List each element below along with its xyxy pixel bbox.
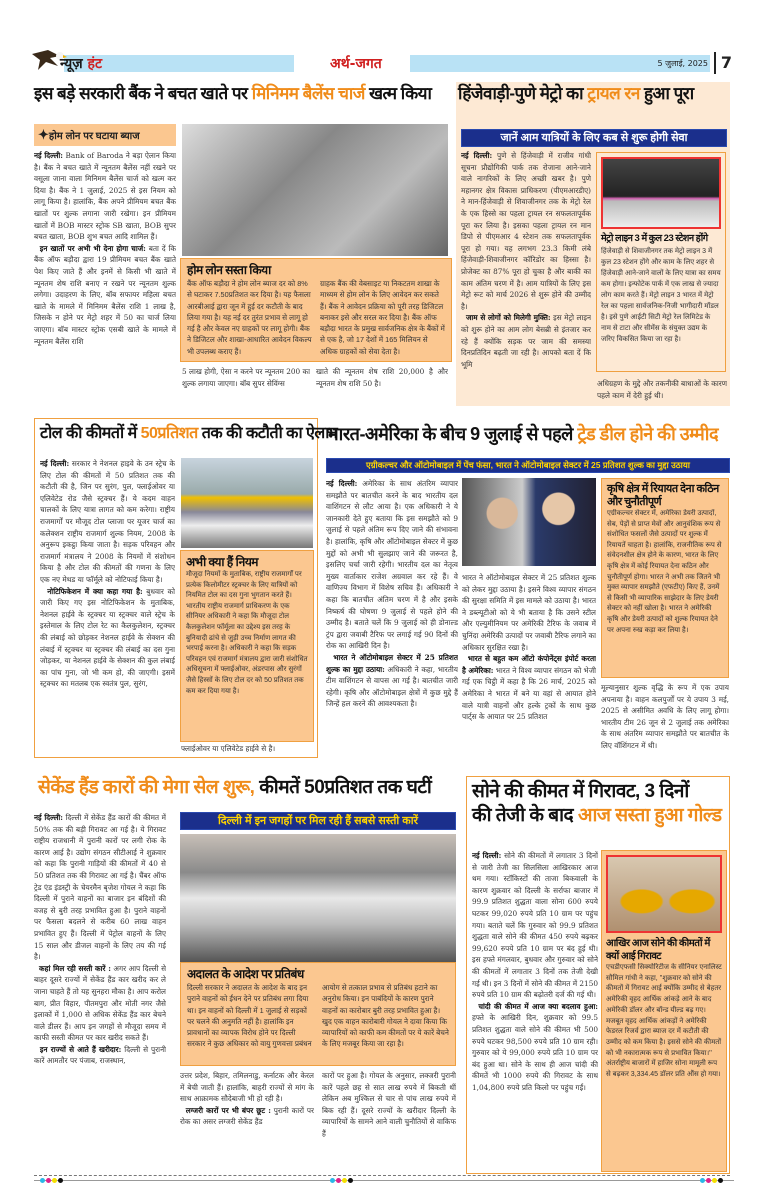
box-metro-line3 [596, 152, 726, 372]
box-agri-title: कृषि क्षेत्र में रियायत देना कठिन और चुनौतीपूर्ण [607, 483, 719, 508]
article-metro-subhead: जानें आम यात्रियों के लिए कब से शुरू होगी सेवा [461, 129, 727, 147]
article-metro-body-col2: अधिग्रहण के मुद्दे और तकनीकी बाधाओं के कारण पहले काम में देरी हुई थी। [597, 379, 727, 400]
article-trade-body-col1: नई दिल्ली: अमेरिका के साथ अंतरिम व्यापार समझौते पर बातचीत करने के बाद भारतीय दल वाशिंगटन से लौट आया है। एक अधिकारी ने ये जानकारी देते हुए बताया कि इस समझौते को 9 जुलाई से पहले अंतिम रूप दिए जाने की संभावना है। हालांकि, कृषि और ऑटोमोबाइल सेक्टर में कुछ मुद्दों को अभी भी सुलझाए जाने की जरूरत है, इसलिए चर्चा जारी रहेगी। भारतीय दल का नेतृत्व मुख्य वार्ताकार राजेश अग्रवाल कर रहे हैं। वे वाणिज्य विभाग में विशेष सचिव हैं। अधिकारी ने कहा कि बातचीत अंतिम चरण में है और इसके निष्कर्ष की घोषणा 9 जुलाई से पहले होने की उम्मीद है। बताते चलें कि 9 जुलाई को ही डोनाल्ड ट्रंप द्वारा जवाबी टैरिफ पर लगाई गई 90 दिनों की रोक का आखिरी दिन है। भारत ने ऑटोमोबाइल सेक्टर में 25 प्रतिशत शुल्क का मुद्दा उठाया: अधिकारी ने कहा, भारतीय टीम वाशिंगटन से वापस आ गई है। बातचीत जारी रहेगी। कृषि और ऑटोमोबाइल क्षेत्रों में कुछ मुद्दे हैं जिन्हें हल करने की आवश्यकता है। [326, 479, 458, 709]
box-agri-sector [601, 478, 729, 678]
metro-train-photo [601, 157, 721, 229]
box-court-order-title: अदालत के आदेश पर प्रतिबंध [187, 967, 304, 981]
registration-marks-mid-icon [330, 1178, 353, 1183]
article-bank-headline: इस बड़े सरकारी बैंक ने बचत खाते पर मिनिमम बैलेंस चार्ज खत्म किया [34, 84, 432, 103]
article-toll-body: नई दिल्ली: सरकार ने नेशनल हाइवे के उन स्ट्रेच के लिए टोल की कीमतों में 50 प्रतिशत तक की कटौती की है, जिन पर सुरंग, पुल, फ्लाईओवर या एलिवेटेड रोड जैसे स्ट्रक्चर हैं। ये कदम वाहन चालकों के लिए यात्रा लागत को कम करेगा। राष्ट्रीय राजमार्गों पर मौजूद टोल प्लाजा पर यूजर चार्ज का कलेक्शन राष्ट्रीय राजमार्ग शुल्क नियम, 2008 के अनुरूप इकट्ठा किया जाता है। सड़क परिवहन और राजमार्ग मंत्रालय ने 2008 के नियमों में संशोधन किया है और टोल की कीमतों की गणना के लिए एक नए मेथड या फॉर्मूले को नोटिफाई किया है। नोटिफिकेशन में क्या कहा गया है: बुधवार को जारी किए गए इस नोटिफिकेशन के मुताबिक, नेशनल हाईवे के स्ट्रक्चर या स्ट्रक्चर वाले स्ट्रेच के इस्तेमाल के लिए टोल रेट का कैलकुलेशन, स्ट्रक्चर की लंबाई को छोड़कर नेशनल हाईवे के सेक्शन की लंबाई में स्ट्रक्चर या स्ट्रक्चर की लंबाई का दस गुना जोड़कर, या नेशनल हाईवे के सेक्शन की कुल लंबाई का पांच गुना, जो भी कम हो, की जाएगी। इसमें स्ट्रक्चर का मतलब एक स्वतंत्र पुल, सुरंग, [40, 459, 175, 689]
issue-date: 5 जुलाई, 2025 [657, 59, 708, 68]
box-home-loan-col1: बैंक ऑफ बड़ौदा ने होम लोन ब्याज दर को 8% से घटाकर 7.50प्रतिशत कर दिया है। यह फैसला आरबीआई द्वारा जून में हुई दर कटौती के बाद लिया गया है। यह नई दर तुरंत प्रभाव से लागू हो गई है और केवल नए ग्राहकों पर लागू होगी। बैंक ने डिजिटल और शाखा-आधारित आवेदन विकल्प भी उपलब्ध कराए हैं। [187, 279, 312, 356]
box-toll-rules [180, 550, 314, 742]
article-trade-headline: भारत-अमेरिका के बीच 9 जुलाई से पहले ट्रेड डील होने की उम्मीद [326, 424, 719, 444]
page-number: 7 [714, 52, 732, 74]
article-metro-body: नई दिल्ली: पुणे से हिंजेवाड़ी में राजीव गांधी सूचना प्रौद्योगिकी पार्क तक रोजाना आने-जाने वाले नागरिकों के लिए अच्छी खबर है। पुणे महानगर क्षेत्र विकास प्राधिकरण (पीएमआरडीए) ने मान-हिंजेवाड़ी से शिवाजीनगर तक के मेट्रो रेल के एक हिस्से का पहला ट्रायल रन सफलतापूर्वक पूरा कर लिया है। इसका पहला ट्रायल रन मान डिपो से पीएमआर 4 स्टेशन तक सफलतापूर्वक पूरा हो गया। यह लगभग 23.3 किमी लंबे हिंजेवाड़ी-शिवाजीनगर कॉरिडोर का हिस्सा है। प्रोजेक्ट का 87% पूरा हो चुका है और बाकी का काम अंतिम चरण में है। आम यात्रियों के लिए इस मेट्रो रूट को मार्च 2026 से शुरू होने की उम्मीद है। जाम से लोगों को मिलेगी मुक्ति: इस मेट्रो लाइन को शुरू होने का आम लोग बेसब्री से इंतजार कर रहे हैं क्योंकि सड़क पर जाम की समस्या दिनप्रतिदिन बढ़ती जा रही है। आपको बता दें कि भूमि [461, 151, 591, 369]
article-gold-headline: सोने की कीमत में गिरावट, 3 दिनों की तेजी के बाद आज सस्ता हुआ गोल्ड [472, 781, 722, 826]
article-gold-body: नई दिल्ली: सोने की कीमतों में लगातार 3 दिनों से जारी तेजी का सिलसिला आखिरकार आज थम गया। स्टॉकिस्टों की ताजा बिकवाली के कारण शुक्रवार को दिल्ली के सर्राफा बाजार में 99.9 प्रतिशत शुद्धता वाला सोना 600 रुपये घटकर 99,020 रुपये प्रति 10 ग्राम पर पहुंच गया। बताते चलें कि गुरुवार को 99.9 प्रतिशत शुद्धता वाले सोने की कीमत 450 रुपये बढ़कर 99,620 रुपये प्रति 10 ग्राम पर बंद हुई थी। इस हफ्ते मंगलवार, बुधवार और गुरुवार को सोने की कीमतों में लगातार 3 दिनों तक तेजी देखी गई थी। इन 3 दिनों में सोने की कीमत में 2150 रुपये प्रति 10 ग्राम की बढ़ोतरी दर्ज की गई थी। चांदी की कीमत में आज क्या बदलाव हुआ: हफ्ते के आखिरी दिन, शुक्रवार को 99.5 प्रतिशत शुद्धता वाले सोने की कीमत भी 500 रुपये घटकर 98,500 रुपये प्रति 10 ग्राम रही। गुरुवार को ये 99,000 रुपये प्रति 10 ग्राम पर बंद हुआ था। सोने के साथ ही आज चांदी की कीमतें भी 1000 रुपये की गिरावट के साथ 1,04,800 रुपये प्रति किलो पर पहुंच गईं। [472, 851, 598, 1092]
box-toll-rules-title: अभी क्या हैं नियम [186, 555, 258, 569]
box-home-loan [180, 258, 452, 362]
article-cars-headline: सेकेंड हैंड कारों की मेगा सेल शुरू, कीमतें 50प्रतिशत तक घटीं [38, 777, 432, 798]
brand-word-2: हंट [87, 56, 103, 72]
registration-marks-left-icon [40, 1178, 63, 1183]
article-toll-body-col2: फ्लाईओवर या एलिवेटेड हाईवे से है। [181, 744, 276, 753]
box-court-order [180, 962, 456, 1066]
box-gold-title: आखिर आज सोने की कीमतों में क्यों आई गिरावट [606, 938, 710, 962]
article-metro-headline: हिंजेवाड़ी-पुणे मेट्रो का ट्रायल रन हुआ पूरा [458, 84, 694, 103]
bottom-dashed-rule [34, 1175, 730, 1176]
registration-marks-right-icon [700, 1178, 723, 1183]
kicker-home-loan: ✦होम लोन पर घटाया ब्याज [34, 124, 176, 146]
section-name: अर्थ-जगत [330, 56, 382, 72]
article-cars-body-col1: नई दिल्ली: दिल्ली में सेकेंड हैंड कारों की कीमत में 50% तक की बड़ी गिरावट आ गई है। ये गिरावट राष्ट्रीय राजधानी में पुरानी कारों पर लगी रोक के कारण आई है। उद्योग संगठन सीटीआई ने शुक्रवार को कहा कि पुरानी गाड़ियों की कीमतों में 40 से 50 प्रतिशत तक की गिरावट आ गई है। चैंबर ऑफ ट्रेड एंड इंडस्ट्री के चेयरमैन बृजेश गोयल ने कहा कि दिल्ली में पुराने वाहनों का बाजार इन बंदिशों की वजह से बुरी तरह प्रभावित हुआ है। पुराने वाहनों पर फैसला बदलने से करीब 60 लाख वाहन प्रभावित हुए हैं। दिल्ली में पेट्रोल वाहनों के लिए 15 साल और डीजल वाहनों के लिए तय की गई है। कहां मिल रही सस्ती कारें : अगर आप दिल्ली से बाहर दूसरे राज्यों में सेकेंड हैंड कार खरीद कर ले जाना चाहते हैं तो यह सुनहरा मौका है। आप करोल बाग, प्रीत विहार, पीतमपुरा और मोती नगर जैसे इलाकों में 1,000 से अधिक सेकेंड हैंड कार बेचने वाले डीलर हैं। आप इन जगहों से मौजूदा समय में काफी सस्ती कीमत पर कार खरीद सकते हैं। इन राज्यों से आते हैं खरीदार: दिल्ली से पुरानी कारें आमतौर पर पंजाब, राजस्थान, [34, 813, 166, 1066]
brand-name [60, 54, 102, 73]
masthead [30, 52, 732, 74]
article-trade-subhead: एग्रीकल्चर और ऑटोमोबाइल में पेंच फंसा, भारत ने ऑटोमोबाइल सेक्टर में 25 प्रतिशत शुल्क का मुद्दा उठाया [326, 458, 730, 473]
article-bank-body-col1: नई दिल्ली: Bank of Baroda ने बड़ा ऐलान किया है। बैंक ने बचत खाते में न्यूनतम बैलेंस नहीं रखने पर वसूला जाना वाला मिनिमम बैलेंस चार्ज को खत्म कर दिया है। बैंक ने 1 जुलाई, 2025 से इस नियम को लागू किया है। हालांकि, बैंक अपने प्रीमियम बचत बैंक खातों पर शुल्क लगाना जारी रखेगा। इन प्रीमियम खातों में BOB मास्टर स्ट्रोक SB खाता, BOB सुपर बचत खाता, BOB शुभ बचत आदि शामिल हैं। इन खातों पर अभी भी देना होगा चार्ज: बता दें कि बैंक ऑफ बड़ौदा द्वारा 19 प्रीमियम बचत बैंक खाते पेश किए जाते हैं और इनमें से किसी भी खाते में न्यूनतम शेष राशि बनाए न रखने पर न्यूनतम शुल्क लगेगा। उदाहरण के लिए, बॉब सफायर महिला बचत खाते के मामले में मिनिमम बैलेंस राशि 1 लाख है, जिसके न होने पर मेट्रो शहर में 50 का चार्ज लिया जाएगा। बॉब मास्टर स्ट्रोक एसबी खाते के मामले में न्यूनतम बैलेंस राशि [34, 151, 176, 346]
gold-jewellery-photo [606, 855, 722, 933]
box-metro-title: मेट्रो लाइन 3 में कुल 23 स्टेशन होंगे [601, 233, 708, 244]
box-metro-text: हिंजेवाड़ी से शिवाजीनगर तक मेट्रो लाइन 3 में कुल 23 स्टेशन होंगे और काम के लिए शहर से हिंजेवाड़ी आने-जाने वालों के लिए यात्रा का समय कम होगा। इन्फोटेक पार्क में एक लाख से ज्यादा लोग काम करते हैं। मेट्रो लाइन 3 भारत में मेट्रो रेल का पहला सार्वजनिक-निजी भागीदारी मॉडल है। इसे पुणे आईटी सिटी मेट्रो रेल लिमिटेड के नाम से टाटा और सीमेंस के संयुक्त उद्यम के जरिए विकसित किया जा रहा है। [601, 248, 721, 343]
box-toll-rules-text: मौजूदा नियमों के मुताबिक, राष्ट्रीय राजमार्गों पर प्रत्येक किलोमीटर स्ट्रक्चर के लिए यात्रियों को नियमित टोल का दस गुना भुगतान करते हैं। भारतीय राष्ट्रीय राजमार्ग प्राधिकरण के एक सीनियर अधिकारी ने कहा कि मौजूदा टोल कैलकुलेशन फॉर्मूला का उद्देश्य इस तरह के बुनियादी ढांचे से जुड़ी उच्च निर्माण लागत की भरपाई करना है। अधिकारी ने कहा कि सड़क परिवहन एवं राजमार्ग मंत्रालय द्वारा जारी संशोधित अधिसूचना में फ्लाईओवर, अंडरपास और सुरंगों जैसे हिस्सों के लिए टोल दर को 50 प्रतिशत तक कम कर दिया गया है। [186, 571, 308, 695]
used-cars-photo [180, 834, 456, 962]
article-cars-body-col3: कारों पर हुआ है। गोयल के अनुसार, लक्जरी पुरानी कारें पहले छह से सात लाख रुपये में बिकती थीं लेकिन अब मुश्किल से चार से पांच लाख रुपये में बिक रही हैं। दूसरे राज्यों के खरीदार दिल्ली के व्यापारियों के सामने आने वाली चुनौतियों से वाकिफ हैं [322, 1071, 456, 1138]
article-cars-body-col2: उत्तर प्रदेश, बिहार, तमिलनाडु, कर्नाटक और केरल में बेची जाती हैं। हालांकि, बाहरी राज्यों से मांग के साथ आक्रामक सौदेबाजी भी हो रही है। लग्जरी कारों पर भी बंपर छूट : पुरानी कारों पर रोक का असर लग्जरी सेकेंड हैंड [180, 1071, 314, 1127]
article-bank-body-col2: 5 लाख होगी, ऐसा न करने पर न्यूनतम 200 का शुल्क लगाया जाएगा। बॉब सुपर सेविंग्स [182, 367, 310, 388]
box-court-order-col2: आयोग से तत्काल प्रभाव से प्रतिबंध हटाने का अनुरोध किया। इन पाबंदियों के कारण पुराने वाहनों का कारोबार बुरी तरह प्रभावित हुआ है। खुद एक वाहन कारोबारी गोयल ने दावा किया कि व्यापारियों को काफी कम कीमतों पर ये कारें बेचने के लिए मजबूर किया जा रहा है। [322, 983, 449, 1049]
brand-word-1: न्यूज़ [60, 56, 83, 72]
box-agri-text: एग्रीकल्चर सेक्टर में, अमेरिका डेयरी उत्पादों, सेब, पेड़ों से प्राप्त मेवों और आनुवंशिक रूप से संशोधित फसलों जैसे उत्पादों पर शुल्क में रियायतें चाहता है। हालांकि, राजनीतिक रूप से संवेदनशील क्षेत्र होने के कारण, भारत के लिए कृषि क्षेत्र में कोई रियायत देना कठिन और चुनौतीपूर्ण होगा। भारत ने अभी तक जितने भी मुक्त व्यापार समझौते (एफटीए) किए हैं, उनमें से किसी भी व्यापारिक साझेदार के लिए डेयरी सेक्टर को नहीं खोला है। भारत ने अमेरिकी कृषि और डेयरी उत्पादों को शुल्क रियायत देने पर अपना रुख कड़ा कर लिया है। [607, 510, 722, 634]
box-home-loan-title: होम लोन सस्ता किया [187, 263, 271, 277]
article-trade-body-col3: मूल्यानुसार शुल्क वृद्धि के रूप में एक उपाय अपनाया है। वाहन कलपुर्जों पर ये उपाय 3 मई, 2025 से असीमित अवधि के लिए लागू होगा। भारतीय टीम 26 जून से 2 जुलाई तक अमेरिका के साथ अंतरिम व्यापार समझौते पर बातचीत के लिए वॉशिंगटन में थी। [601, 683, 729, 750]
box-home-loan-col2: ग्राहक बैंक की वेबसाइट या निकटतम शाखा के माध्यम से होम लोन के लिए आवेदन कर सकते हैं। बैंक ने आवेदन प्रक्रिया को पूरी तरह डिजिटल बनाकर इसे और सरल कर दिया है। बैंक ऑफ बड़ौदा भारत के प्रमुख सार्वजनिक क्षेत्र के बैंकों में से एक है, जो 17 देशों में 165 मिलियन से अधिक ग्राहकों को सेवा देता है। [320, 279, 445, 356]
box-gold-why [601, 850, 727, 1172]
bank-branch-photo [182, 124, 448, 256]
article-toll-headline: टोल की कीमतों में 50प्रतिशत तक की कटौती का ऐलान [40, 425, 338, 442]
box-court-order-col1: दिल्ली सरकार ने अदालत के आदेश के बाद इन पुराने वाहनों को ईंधन देने पर प्रतिबंध लगा दिया था। इन वाहनों को दिल्ली में 1 जुलाई से सड़कों पर चलने की अनुमति नहीं है। हालांकि इन प्रावधानों का व्यापक विरोध होने पर दिल्ली सरकार ने कुछ अधिकार को वायु गुणवत्ता प्रबंधन [187, 983, 312, 1049]
bottom-solid-rule [34, 1180, 734, 1181]
toll-plaza-photo [181, 458, 313, 548]
box-gold-text: एचडीएफसी सिक्योरिटीज के सीनियर एनालिस्ट सौमिल गांधी ने कहा, ''शुक्रवार को सोने की कीमतों में गिरावट आई क्योंकि उम्मीद से बेहतर अमेरिकी वृहद आर्थिक आंकड़े आने के बाद अमेरिकी डॉलर और बॉन्ड यील्ड बढ़ गए। मजबूत वृहद आर्थिक आंकड़ों ने अमेरिकी फेडरल रिजर्व द्वारा ब्याज दर में कटौती की उम्मीद को कम किया है। इससे सोने की कीमतों को भी नकारात्मक रूप से प्रभावित किया।'' अंतर्राष्ट्रीय बाजारों में हाजिर सोना मामूली रूप से बढ़कर 3,334.45 डॉलर प्रति औंस हो गया। [606, 964, 722, 1079]
article-bank-body-col3: खाते की न्यूनतम शेष राशि 20,000 है और न्यूनतम शेष राशि 50 है। [316, 367, 448, 388]
article-cars-subhead: दिल्ली में इन जगहों पर मिल रही हैं सबसे सस्ती कारें [180, 812, 456, 830]
modi-trump-photo [462, 478, 596, 566]
article-trade-body-col2: भारत ने ऑटोमोबाइल सेक्टर में 25 प्रतिशत शुल्क को लेकर मुद्दा उठाया है। इसने विश्व व्यापार संगठन की सुरक्षा समिति में इस मामले को उठाया है। भारत ने डब्ल्यूटीओ को ये भी बताया है कि उसने स्टील और एल्युमीनियम पर अमेरिकी टैरिफ के जवाब में चुनिंदा अमेरिकी उत्पादों पर जवाबी टैरिफ लगाने का अधिकार सुरक्षित रखा है। भारत से बहुत कम ऑटो कंपोनेंट्स इंपोर्ट करता है अमेरिका: भारत ने विश्व व्यापार संगठन को भेजी गई एक चिट्ठी में कहा है कि 26 मार्च, 2025 को अमेरिका ने भारत में बने या वहां से आयात होने वाले यात्री वाहनों और हल्के ट्रकों के साथ कुछ पार्ट्स के आयात पर 25 प्रतिशत [462, 573, 596, 722]
